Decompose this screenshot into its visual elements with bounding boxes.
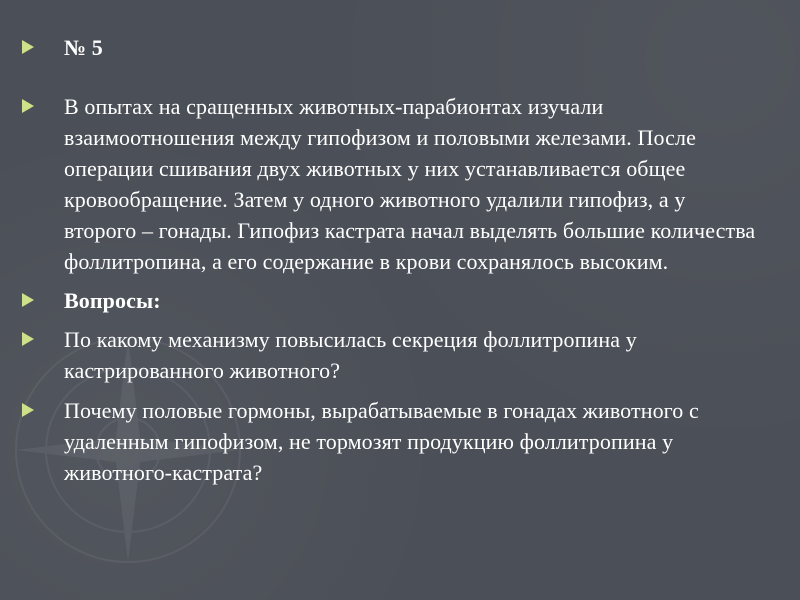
slide-paragraph-item xyxy=(22,91,762,277)
triangle-bullet-icon xyxy=(22,91,64,113)
questions-label: Вопросы: xyxy=(64,288,161,313)
question-item-2 xyxy=(22,395,762,488)
question-text-1: По какому механизму повысилась секреция фоллитропина у кастрированного животного? xyxy=(64,327,637,383)
question-item-1 xyxy=(22,324,762,386)
triangle-bullet-icon xyxy=(22,324,64,346)
slide-heading: № 5 xyxy=(64,35,103,60)
slide-content xyxy=(22,32,762,488)
question-text-2: Почему половые гормоны, вырабатываемые в гонадах животного с удаленным гипофизом, не тормозят продукцию фоллитропина у животного-кастрата? xyxy=(64,398,699,485)
triangle-bullet-icon xyxy=(22,32,64,54)
slide-heading-item xyxy=(22,32,762,63)
slide-paragraph: В опытах на сращенных животных-парабионтах изучали взаимоотношения между гипофизом и половыми железами. После операции сшивания двух животных у них устанавливается общее кровообращение. Затем у одного животного удалили гипофиз, а у второго – гонады. Гипофиз кастрата начал выделять большие количества фоллитропина, а его содержание в крови сохранялось высоким. xyxy=(64,94,756,274)
triangle-bullet-icon xyxy=(22,395,64,417)
questions-label-item xyxy=(22,285,762,316)
triangle-bullet-icon xyxy=(22,285,64,307)
